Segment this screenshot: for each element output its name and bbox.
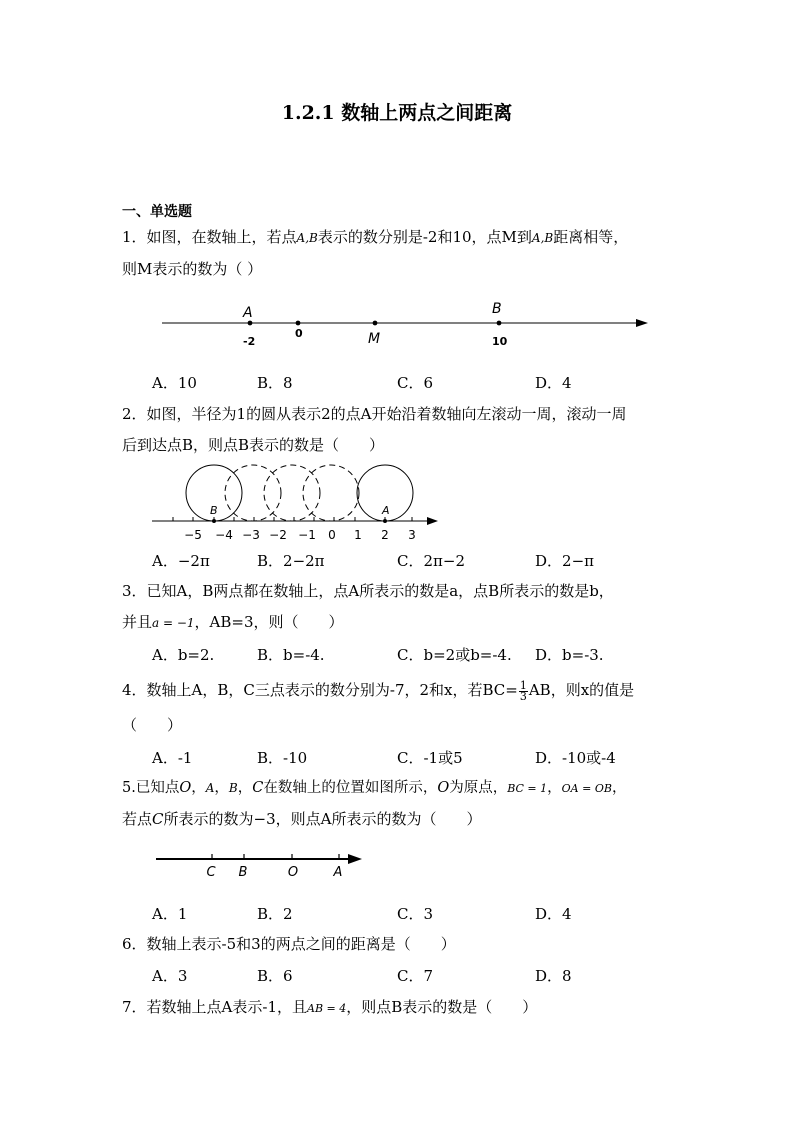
question-5-options	[152, 903, 672, 923]
tick-label: −3	[242, 528, 260, 542]
option-d[interactable]: D．2−π	[535, 552, 594, 570]
option-c[interactable]: C．b=2或b=-4.	[397, 646, 512, 664]
question-3-line-1: 3．已知A，B两点都在数轴上，点A所表示的数是a，点B所表示的数是b，	[122, 582, 614, 600]
question-1-line-2: 则M表示的数为（ ）	[122, 260, 263, 278]
question-6-options	[152, 965, 672, 985]
option-a[interactable]: A．b=2.	[152, 646, 215, 664]
fraction: $\frac{1}{3}$	[519, 678, 527, 703]
question-1-line-1: 1．如图，在数轴上，若点A,B表示的数分别是-2和10，点M到A,B距离相等，	[122, 228, 629, 246]
option-a[interactable]: A．-1	[152, 749, 193, 767]
question-4-line-2: （ ）	[122, 716, 183, 734]
point-m-label: M	[368, 331, 381, 347]
option-d[interactable]: D．4	[535, 374, 572, 392]
question-3-options	[152, 644, 672, 664]
tick-label: −5	[184, 528, 202, 542]
option-b[interactable]: B．2	[257, 905, 293, 923]
tick-label: 1	[354, 528, 362, 542]
option-b[interactable]: B．b=-4.	[257, 646, 325, 664]
point-b-label: B	[492, 301, 502, 317]
question-2-line-2: 后到达点B，则点B表示的数是（ ）	[122, 436, 385, 454]
option-b[interactable]: B．8	[257, 374, 293, 392]
tick-label: −4	[215, 528, 233, 542]
point-o-label: O	[287, 865, 299, 880]
question-7-line-1: 7．若数轴上点A表示-1，且AB = 4，则点B表示的数是（ ）	[122, 998, 538, 1016]
tick-label: 0	[328, 528, 336, 542]
figure-5-number-line	[152, 848, 372, 882]
question-2-line-1: 2．如图，半径为1的圆从表示2的点A开始沿着数轴向左滚动一周，滚动一周	[122, 405, 627, 423]
option-a[interactable]: A．3	[152, 967, 188, 985]
point-b-label: B	[238, 865, 248, 880]
option-c[interactable]: C．6	[397, 374, 434, 392]
question-4-options	[152, 747, 672, 767]
page-title: 1.2.1 数轴上两点之间距离	[281, 102, 513, 124]
number-0: 0	[295, 327, 303, 340]
option-d[interactable]: D．-10或-4	[535, 749, 616, 767]
question-6-line-1: 6．数轴上表示-5和3的两点之间的距离是（ ）	[122, 935, 456, 953]
option-a[interactable]: A．−2π	[152, 552, 210, 570]
point-a-label: A	[243, 305, 253, 321]
option-c[interactable]: C．7	[397, 967, 434, 985]
point-c-label: C	[206, 865, 216, 880]
question-5-line-1: 5.已知点O，A，B，C在数轴上的位置如图所示，O为原点，BC = 1，OA = OB，	[122, 780, 627, 796]
option-d[interactable]: D．b=-3.	[535, 646, 604, 664]
question-3-line-2: 并且a = −1，AB=3，则（ ）	[122, 613, 344, 631]
question-2-options	[152, 550, 672, 570]
option-b[interactable]: B．-10	[257, 749, 308, 767]
figure-1-number-line	[158, 298, 658, 354]
point-a-label: A	[333, 865, 343, 880]
tick-label: −1	[298, 528, 316, 542]
tick-label: −2	[269, 528, 287, 542]
number-neg2: -2	[243, 335, 256, 348]
option-a[interactable]: A．10	[152, 374, 197, 392]
tick-label: 3	[408, 528, 416, 542]
point-a-label: A	[382, 504, 390, 517]
option-c[interactable]: C．3	[397, 905, 434, 923]
number-10: 10	[492, 335, 508, 348]
option-d[interactable]: D．8	[535, 967, 572, 985]
tick-label: 2	[381, 528, 389, 542]
question-5-line-2: 若点C所表示的数为−3，则点A所表示的数为（ ）	[122, 810, 482, 828]
option-b[interactable]: B．6	[257, 967, 293, 985]
question-1-options	[152, 372, 672, 392]
option-c[interactable]: C．2π−2	[397, 552, 465, 570]
point-b-label: B	[210, 504, 218, 517]
figure-2-rolling-circle	[148, 456, 448, 542]
option-d[interactable]: D．4	[535, 905, 572, 923]
option-a[interactable]: A．1	[152, 905, 188, 923]
question-4-line-1: 4．数轴上A，B，C三点表示的数分别为-7，2和x，若BC= $\frac{1}{3}$ AB，则x的值是	[122, 678, 635, 703]
option-b[interactable]: B．2−2π	[257, 552, 325, 570]
option-c[interactable]: C．-1或5	[397, 749, 463, 767]
section-heading: 一、单选题	[122, 204, 192, 220]
